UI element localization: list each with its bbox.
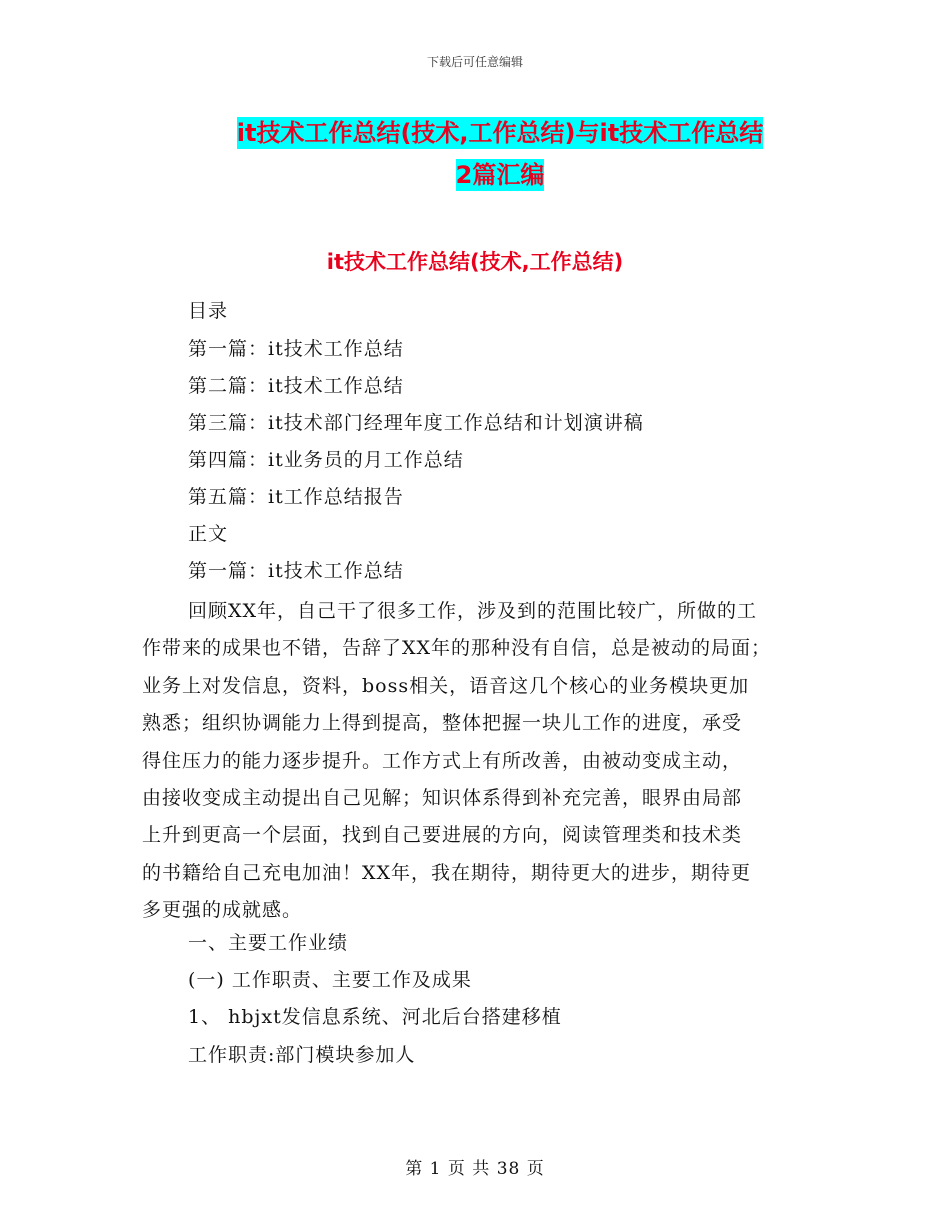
toc-item-1: 第一篇：it技术工作总结 (188, 338, 404, 360)
toc-item-5: 第五篇：it工作总结报告 (188, 486, 404, 508)
document-title (150, 112, 850, 196)
page-footer: 第 1 页 共 38 页 (405, 1159, 545, 1179)
paragraph-line: 回顾XX年，自己干了很多工作，涉及到的范围比较广，所做的工 (188, 600, 758, 622)
paragraph-line: 的书籍给自己充电加油！XX年，我在期待，期待更大的进步，期待更 (142, 861, 752, 884)
header-note: 下载后可任意编辑 (426, 55, 523, 69)
paragraph-line: 多更强的成就感。 (142, 899, 303, 922)
document-subtitle: it技术工作总结(技术,工作总结) (326, 250, 624, 274)
heading-duties-results: (一) 工作职责、主要工作及成果 (188, 969, 472, 991)
paragraph-line: 熟悉；组织协调能力上得到提高，整体把握一块儿工作的进度，承受 (142, 712, 743, 735)
title-line-1: it技术工作总结(技术,工作总结)与it技术工作总结 (236, 119, 764, 147)
heading-item-1: 1、 hbjxt发信息系统、河北后台搭建移植 (188, 1006, 562, 1028)
paragraph-line: 上升到更高一个层面，找到自己要进展的方向，阅读管理类和技术类 (142, 824, 743, 847)
toc-item-2: 第二篇：it技术工作总结 (188, 375, 404, 397)
paragraph-line: 由接收变成主动提出自己见解；知识体系得到补充完善，眼界由局部 (142, 787, 743, 810)
toc-heading: 目录 (188, 300, 229, 322)
toc-item-4: 第四篇：it业务员的月工作总结 (188, 449, 464, 471)
paragraph-line: 作带来的成果也不错，告辞了XX年的那种没有自信，总是被动的局面； (142, 637, 772, 660)
duty-line: 工作职责:部门模块参加人 (188, 1044, 416, 1066)
section-title: 第一篇：it技术工作总结 (188, 560, 404, 582)
paragraph-line: 得住压力的能力逐步提升。工作方式上有所改善，由被动变成主动， (142, 749, 743, 772)
paragraph-line: 业务上对发信息，资料，boss相关，语音这几个核心的业务模块更加 (142, 674, 750, 697)
body-heading: 正文 (188, 523, 229, 545)
title-line-2: 2篇汇编 (455, 161, 545, 189)
heading-main-achievements: 一、主要工作业绩 (188, 932, 349, 954)
body-paragraph (142, 593, 814, 930)
toc-item-3: 第三篇：it技术部门经理年度工作总结和计划演讲稿 (188, 412, 644, 434)
